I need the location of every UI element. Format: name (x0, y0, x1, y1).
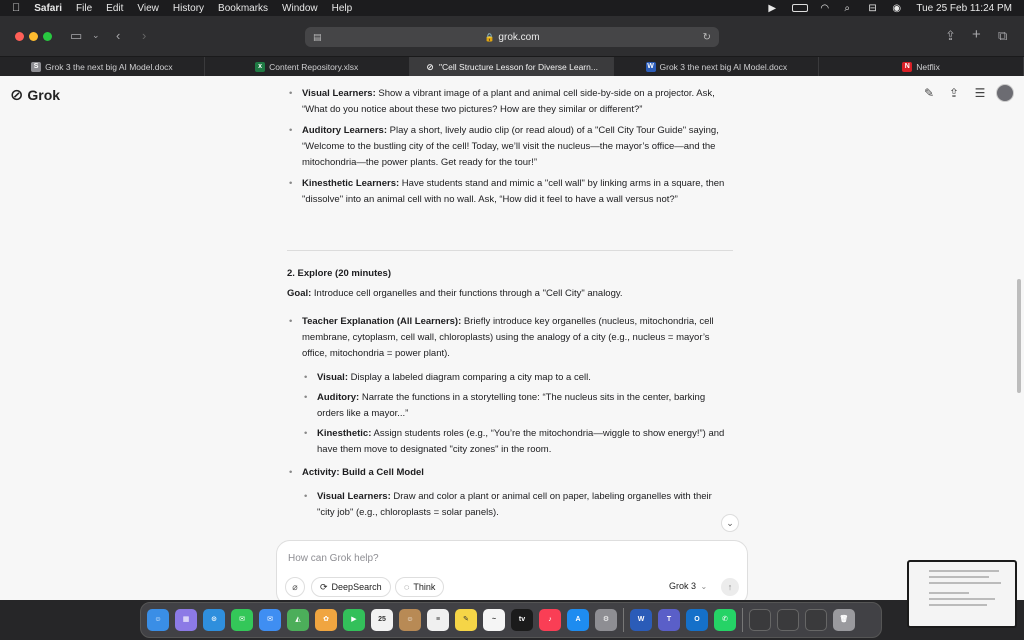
model-selector[interactable] (669, 581, 707, 591)
item-label: Visual: (317, 372, 348, 383)
minimize-window-button[interactable] (29, 32, 38, 41)
bullet-icon: • (289, 178, 293, 189)
excel-icon: x (255, 62, 265, 72)
item-text: Assign students roles (e.g., “You’re the mitochondria—wiggle to show energy!”) and have them move to designated "city zones" in the room. (317, 428, 725, 455)
section-divider (287, 250, 733, 251)
dock-safari-icon[interactable]: ⊙ (203, 609, 225, 631)
dock-tv-icon[interactable]: tv (511, 609, 533, 631)
item-text: Show a vibrant image of a plant and animal cell side-by-side on a projector. Ask, “What do you notice about these two pictures? How are they similar or different?” (302, 88, 715, 115)
tab-label: Grok 3 the next big AI Model.docx (659, 62, 788, 72)
dock-whatsapp-icon[interactable]: ✆ (714, 609, 736, 631)
search-icon[interactable]: ⌕ (844, 3, 850, 14)
list-item (304, 426, 732, 458)
item-label: Auditory Learners: (302, 125, 387, 136)
dock-mail-icon[interactable]: ✉ (259, 609, 281, 631)
safari-window (0, 16, 1024, 600)
tab-cell-structure[interactable] (410, 57, 615, 77)
dock-recent-window-1[interactable] (749, 609, 771, 631)
dock-separator (742, 608, 743, 632)
chevron-down-icon[interactable]: ⌄ (92, 30, 100, 40)
list-item (289, 465, 732, 481)
new-tab-icon[interactable]: + (972, 26, 981, 43)
list-item (289, 314, 732, 362)
tab-bar (0, 56, 1024, 76)
menu-view[interactable]: View (129, 2, 151, 14)
avatar[interactable] (996, 84, 1014, 102)
item-label: Visual Learners: (317, 491, 391, 502)
tab-netflix[interactable] (819, 57, 1024, 77)
menu-window[interactable]: Window (273, 2, 310, 14)
dock-photos-icon[interactable]: ✿ (315, 609, 337, 631)
dock-teams-icon[interactable]: T (658, 609, 680, 631)
dock-recent-window-2[interactable] (777, 609, 799, 631)
list-item (304, 390, 732, 422)
reload-icon[interactable]: ↻ (702, 31, 711, 43)
dock-freeform-icon[interactable]: ~ (483, 609, 505, 631)
share-icon[interactable]: ⇪ (945, 28, 956, 43)
tab-label: "Cell Structure Lesson for Diverse Learn... (439, 62, 598, 72)
scroll-to-bottom-button[interactable]: ⌄ (721, 514, 739, 532)
apple-icon[interactable] (12, 2, 20, 14)
back-icon[interactable]: ‹ (116, 28, 121, 43)
share-icon[interactable]: ⇪ (948, 86, 960, 100)
page-menu-icon[interactable]: ▤ (313, 31, 322, 42)
zoom-window-button[interactable] (43, 32, 52, 41)
dock-facetime-icon[interactable]: ▶ (343, 609, 365, 631)
dock-calendar-icon[interactable]: 25 (371, 609, 393, 631)
bullet-icon: • (289, 316, 293, 327)
tab-grok-docx-2[interactable] (614, 57, 819, 77)
tab-content-repository[interactable] (205, 57, 410, 77)
wifi-icon[interactable]: ◠ (820, 3, 830, 14)
item-text: Draw and color a plant or animal cell on paper, labeling organelles with their "city job" (e.g., chloroplasts = solar panels). (317, 491, 712, 518)
sidebar-toggle-icon[interactable]: ▭ (70, 28, 83, 43)
thumb-line (929, 598, 995, 600)
goal-label: Goal: (287, 288, 312, 299)
menu-history[interactable]: History (164, 2, 196, 14)
dock-recent-window-3[interactable] (805, 609, 827, 631)
deepsearch-label: DeepSearch (331, 582, 382, 592)
list-item (304, 370, 732, 386)
menu-datetime[interactable]: Tue 25 Feb 11:24 PM (916, 2, 1012, 14)
item-label: Teacher Explanation (All Learners): (302, 316, 462, 327)
tab-label: Grok 3 the next big AI Model.docx (45, 62, 173, 72)
list-item (289, 123, 732, 171)
bullet-icon: • (289, 467, 293, 478)
tab-label: Netflix (916, 62, 940, 72)
lightbulb-icon: ◌ (404, 582, 410, 592)
goal-text: Introduce cell organelles and their functions through a "Cell City" analogy. (311, 288, 623, 299)
address-bar[interactable] (305, 27, 719, 47)
grok-logo-text: Grok (27, 87, 61, 103)
item-text: Briefly introduce key organelles (nucleus, mitochondria, cell membrane, cytoplasm, cell wall, chloroplasts) using the analogy of a city (e.g., nucleus = mayor’s office, mitochondria = power plant). (302, 316, 714, 359)
doc-icon: S (31, 62, 41, 72)
thumb-line (929, 592, 969, 594)
battery-icon[interactable] (792, 4, 808, 12)
word-icon: W (647, 63, 654, 70)
list-item (289, 176, 732, 208)
dock-word-icon[interactable]: W (630, 609, 652, 631)
forward-icon[interactable]: › (142, 28, 147, 43)
deepsearch-button[interactable] (311, 577, 391, 597)
item-text: Play a short, lively audio clip (or read aloud) of a "Cell City Tour Guide" saying, “Welcome to the bustling city of the cell! Today, we’ll visit the nucleus—the mayor’s office—and the mitochondria—the power plants. Get ready for the tour!” (302, 125, 719, 168)
item-text: Display a labeled diagram comparing a city map to a cell. (347, 372, 591, 383)
bullet-icon: • (289, 88, 293, 99)
bullet-icon: • (289, 125, 293, 136)
section-heading: 2. Explore (20 minutes) (287, 268, 392, 279)
grok-icon: ⊘ (426, 62, 434, 72)
item-text: Have students stand and mimic a "cell wall" by linking arms in a square, then "dissolve" into an animal cell with no wall. Ask, “How did it feel to have a wall versus not?” (302, 178, 725, 205)
browser-toolbar (0, 16, 1024, 56)
attach-button[interactable]: ⌀ (285, 577, 305, 597)
screenshot-thumbnail[interactable] (907, 560, 1017, 628)
section-goal (287, 286, 737, 302)
close-window-button[interactable] (15, 32, 24, 41)
thumb-line (929, 570, 999, 572)
history-icon[interactable]: ☰ (974, 86, 986, 100)
dock-launchpad-icon[interactable]: ▦ (175, 609, 197, 631)
composer (276, 540, 748, 600)
dock (140, 602, 882, 638)
dock-music-icon[interactable]: ♪ (539, 609, 561, 631)
bullet-icon: • (304, 392, 308, 403)
scrollbar[interactable] (1017, 279, 1021, 393)
item-label: Visual Learners: (302, 88, 376, 99)
grok-page (0, 76, 1024, 600)
play-icon[interactable]: ▶ (768, 3, 777, 14)
tab-grok-docx-1[interactable] (0, 57, 205, 77)
dock-maps-icon[interactable]: ◭ (287, 609, 309, 631)
list-item (289, 86, 732, 118)
grok-logo-icon: ⊘ (10, 87, 24, 104)
menu-app-name[interactable]: Safari (26, 2, 54, 14)
menu-edit[interactable]: Edit (97, 2, 116, 14)
dock-notes-icon[interactable]: ✎ (455, 609, 477, 631)
item-text: Narrate the functions in a storytelling tone: “The nucleus sits in the center, barking orders like a mayor...” (317, 392, 706, 419)
model-label: Grok 3 (669, 581, 697, 591)
dock-contacts-icon[interactable]: ☺ (399, 609, 421, 631)
think-label: Think (413, 582, 436, 592)
lock-icon: 🔒 (484, 32, 495, 42)
siri-icon[interactable]: ◉ (892, 3, 902, 14)
dock-app-store-icon[interactable]: A (567, 609, 589, 631)
dock-reminders-icon[interactable]: ≡ (427, 609, 449, 631)
prompt-input[interactable]: How can Grok help? (288, 553, 379, 564)
dock-settings-icon[interactable]: ⚙ (595, 609, 617, 631)
menu-help[interactable]: Help (323, 2, 344, 14)
bullet-icon: • (304, 491, 308, 502)
think-button[interactable] (395, 577, 444, 597)
menu-bar (0, 0, 1024, 16)
tab-overview-icon[interactable]: ⧉ (998, 28, 1008, 43)
deepsearch-icon: ⟳ (320, 581, 328, 592)
bullet-icon: • (304, 372, 308, 383)
dock-outlook-icon[interactable]: O (686, 609, 708, 631)
control-center-icon[interactable]: ⊟ (868, 3, 877, 14)
url-text[interactable]: grok.com (498, 31, 540, 43)
item-label: Activity: Build a Cell Model (302, 467, 424, 478)
grok-logo[interactable] (10, 85, 60, 105)
chevron-down-icon: ⌄ (700, 582, 708, 591)
bullet-icon: • (304, 428, 308, 439)
thumb-line (929, 604, 987, 606)
menu-bookmarks[interactable]: Bookmarks (209, 2, 260, 14)
thumb-line (929, 582, 1001, 584)
send-button[interactable]: ↑ (721, 578, 739, 596)
item-label: Kinesthetic Learners: (302, 178, 400, 189)
menu-file[interactable]: File (67, 2, 84, 14)
list-item (304, 489, 732, 521)
netflix-icon: N (902, 62, 912, 72)
tab-label: Content Repository.xlsx (269, 62, 359, 72)
item-label: Auditory: (317, 392, 360, 403)
dock-finder-icon[interactable]: ☺ (147, 609, 169, 631)
dock-trash-icon[interactable]: 🗑 (833, 609, 855, 631)
item-label: Kinesthetic: (317, 428, 372, 439)
thumb-line (929, 576, 989, 578)
edit-icon[interactable]: ✎ (923, 86, 935, 100)
dock-separator (623, 608, 624, 632)
dock-messages-icon[interactable]: ✉ (231, 609, 253, 631)
